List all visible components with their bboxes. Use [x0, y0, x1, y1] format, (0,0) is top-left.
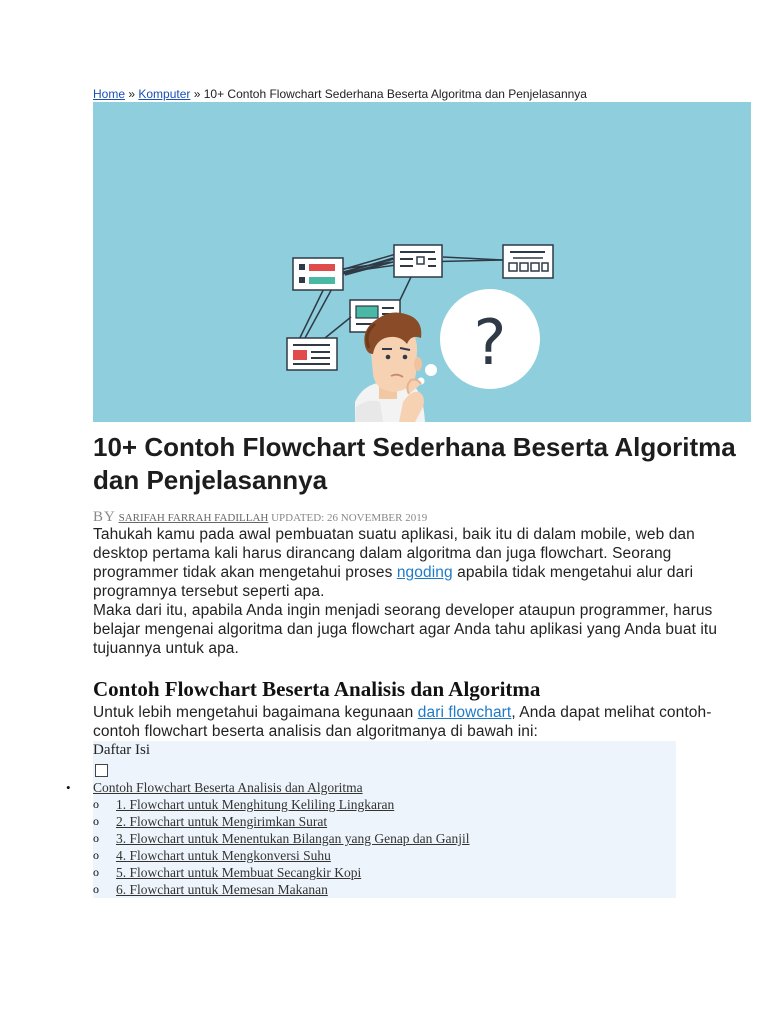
toc-toggle-checkbox[interactable]	[95, 764, 108, 777]
intro-paragraph	[93, 525, 753, 601]
article-title: 10+ Contoh Flowchart Sederhana Beserta Algoritma dan Penjelasannya	[93, 432, 736, 495]
toc-item-link[interactable]: 1. Flowchart untuk Menghitung Keliling Lingkaran	[116, 797, 395, 812]
paragraph-text: Untuk lebih mengetahui bagaimana kegunaan	[93, 704, 418, 721]
flow-node-top-center	[394, 245, 442, 277]
breadcrumb	[93, 86, 753, 102]
flow-node-left-top	[293, 258, 343, 290]
section-intro-paragraph	[93, 703, 753, 741]
ngoding-link[interactable]: ngoding	[396, 564, 453, 581]
toc-list	[93, 779, 676, 898]
toc-item	[93, 881, 676, 898]
paragraph-text: apabila tidak mengetahui alur dari programnya tersebut seperti apa.	[93, 564, 694, 600]
toc-item	[93, 830, 676, 847]
flow-node-left-bottom	[287, 338, 337, 370]
toc-item	[93, 864, 676, 881]
breadcrumb-current: 10+ Contoh Flowchart Sederhana Beserta Algoritma dan Penjelasannya	[203, 87, 587, 101]
toc-item-link[interactable]: 5. Flowchart untuk Membuat Secangkir Kopi	[116, 865, 362, 880]
breadcrumb-separator: »	[125, 87, 139, 101]
toc-section-link[interactable]: Contoh Flowchart Beserta Analisis dan Algoritma	[93, 780, 363, 795]
article-container	[93, 86, 753, 898]
section-heading: Contoh Flowchart Beserta Analisis dan Algoritma	[93, 677, 541, 701]
paragraph-text: , Anda dapat melihat contoh-contoh flowchart beserta analisis dan algoritmanya di bawah ini:	[93, 704, 712, 740]
connector-line	[400, 277, 411, 300]
thought-bubble	[418, 289, 541, 389]
toc-section-item	[93, 779, 676, 796]
author-link[interactable]: SARIFAH FARRAH FADILLAH	[118, 512, 269, 524]
byline-prefix: BY	[93, 509, 116, 525]
toc-item-link[interactable]: 4. Flowchart untuk Mengkonversi Suhu	[116, 848, 331, 863]
question-mark: ?	[473, 306, 507, 379]
toc-item-link[interactable]: 3. Flowchart untuk Menentukan Bilangan yang Genap dan Ganjil	[116, 831, 470, 846]
breadcrumb-category-link[interactable]: Komputer	[138, 87, 191, 101]
toc-item-link[interactable]: 2. Flowchart untuk Mengirimkan Surat	[116, 814, 328, 829]
connector-line	[325, 317, 351, 338]
second-paragraph: Maka dari itu, apabila Anda ingin menjadi seorang developer ataupun programmer, harus belajar mengenai algoritma dan juga flowchart agar Anda tahu aplikasi yang Anda buat itu tujuannya untuk apa.	[93, 602, 718, 657]
flow-node-top-right	[503, 245, 553, 278]
hero-illustration	[93, 102, 751, 422]
table-of-contents	[93, 741, 676, 898]
toc-item	[93, 796, 676, 813]
updated-date: UPDATED: 26 NOVEMBER 2019	[271, 512, 428, 524]
toc-item-link[interactable]: 6. Flowchart untuk Memesan Makanan	[116, 882, 328, 897]
toc-item	[93, 813, 676, 830]
article-byline	[93, 510, 753, 525]
paragraph-text: Tahukah kamu pada awal pembuatan suatu aplikasi, baik itu di dalam mobile, web dan desktop pertama kali harus dirancang dalam algoritma dan juga flowchart. Seorang programmer tidak akan mengetahui proses	[93, 526, 695, 581]
flowchart-illustration	[93, 102, 751, 422]
toc-item	[93, 847, 676, 864]
toc-title: Daftar Isi	[93, 742, 151, 758]
breadcrumb-home-link[interactable]: Home	[93, 87, 126, 101]
flowchart-link[interactable]: dari flowchart	[417, 704, 512, 721]
breadcrumb-separator: »	[190, 87, 204, 101]
